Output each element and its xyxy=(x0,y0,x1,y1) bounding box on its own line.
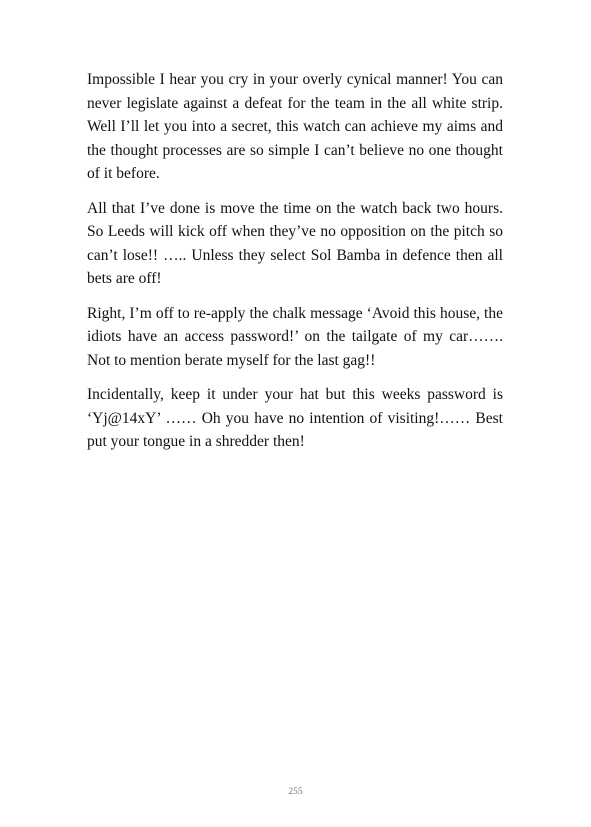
paragraph-4: Incidentally, keep it under your hat but this weeks password is ‘Yj@14xY’ …… Oh you have no intention of visiting!…… Best put your tongue in a shredder then! xyxy=(87,386,503,450)
paragraph-2: All that I’ve done is move the time on the watch back two hours. So Leeds will kick off when they’ve no opposition on the pitch so can’t lose!! ….. Unless they select Sol Bamba in defence then all bets are off! xyxy=(87,199,503,287)
paragraph-3: Right, I’m off to re-apply the chalk message ‘Avoid this house, the idiots have an access password!’ on the tailgate of my car……. Not to mention berate myself for the last gag!! xyxy=(87,304,503,369)
page-number: 255 xyxy=(288,787,303,797)
body-text xyxy=(87,68,503,465)
paragraph-1: Impossible I hear you cry in your overly cynical manner! You can never legislate against a defeat for the team in the all white strip. Well I’ll let you into a secret, this watch can achieve my aims and the thought processes are so simple I can’t believe no one thought of it before. xyxy=(87,71,503,182)
